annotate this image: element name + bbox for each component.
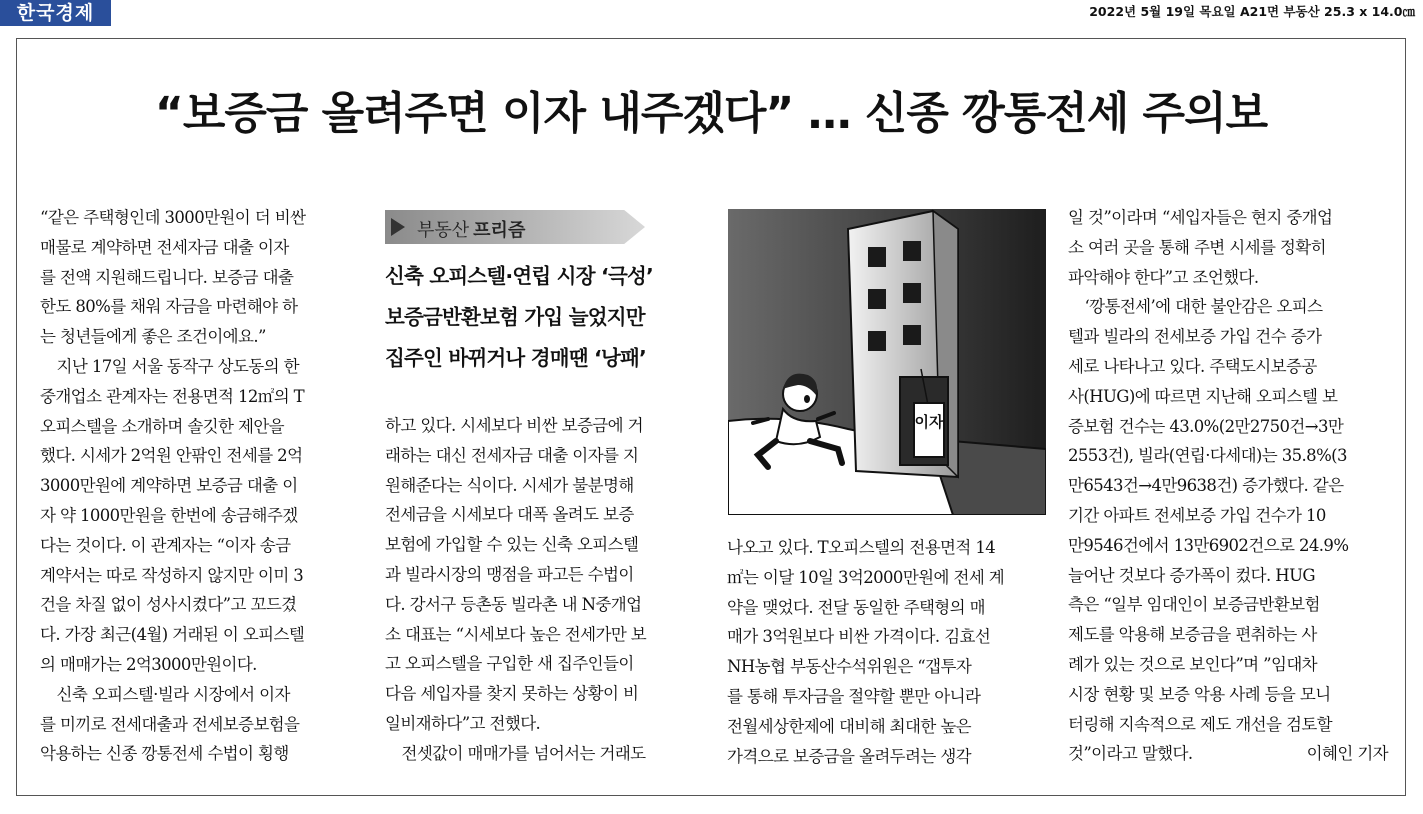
paragraph: “같은 주택형인데 3000만원이 더 비싼 매물로 계약하면 전세자금 대출 이자 를 전액 지원해드립니다. 보증금 대출 한도 80%를 채워 자금을 마련해야 하 는 청년들에게 좋은 조건이에요.” xyxy=(40,208,306,347)
sign-text: 이자 xyxy=(914,413,944,431)
section-name: 프리즘 xyxy=(473,220,526,241)
subheadline-line: 신축 오피스텔·연립 시장 ‘극성’ xyxy=(385,264,654,288)
byline: 이혜인 기자 xyxy=(1306,744,1388,764)
article-column-2 xyxy=(385,411,700,769)
building-and-man-drawing xyxy=(728,209,1046,515)
cartoon-illustration xyxy=(728,209,1046,515)
paragraph: 전셋값이 매매가를 넘어서는 거래도 xyxy=(401,743,646,763)
subheadline-line: 집주인 바뀌거나 경매땐 ‘낭패’ xyxy=(385,346,647,370)
paragraph: 신축 오피스텔·빌라 시장에서 이자 를 미끼로 전세대출과 전세보증보험을 악용하는 신종 깡통전세 수법이 횡행 xyxy=(40,684,300,764)
article-column-1 xyxy=(40,203,360,769)
paragraph: 나오고 있다. T오피스텔의 전용면적 14 ㎡는 이달 10일 3억2000만원에 전세 계 약을 맺었다. 전달 동일한 주택형의 매 매가 3억원보다 비싼 가격이다. 김효선 NH농협 부동산수석위원은 “갭투자 를 통해 투자금을 절약할 뿐만 아니라 전월세상한제에 대비해 최대한 높은 가격으로 보증금을 올려두려는 생각 xyxy=(727,538,1005,766)
publication-info: 2022년 5월 19일 목요일 A21면 부동산 25.3 x 14.0㎝ xyxy=(1089,4,1415,19)
closing-line xyxy=(1068,739,1388,769)
subheadline-line: 보증금반환보험 가입 늘었지만 xyxy=(385,305,645,329)
paragraph: ‘깡통전세’에 대한 불안감은 오피스 텔과 빌라의 전세보증 가입 건수 증가 세로 나타나고 있다. 주택도시보증공 사(HUG)에 따르면 지난해 오피스텔 보 증보험 건수는 43.0%(2만2750건→3만 2553건), 빌라(연립·다세대)는 35.8%(3 만6543건→4만9638건) 증가했다. 같은 기간 아파트 전세보증 가입 건수가 10 만9546건에서 13만6902건으로 24.9% 늘어난 것보다 증가폭이 컸다. HUG 측은 “일부 임대인이 보증금반환보험 제도를 악용해 보증금을 편취하는 사 례가 있는 것으로 보인다”며 ”임대차 시장 현황 및 보증 악용 사례 등을 모니 터링해 지속적으로 제도 개선을 검토할 xyxy=(1068,297,1349,734)
paragraph: 하고 있다. 시세보다 비싼 보증금에 거 래하는 대신 전세자금 대출 이자를 지 원해준다는 식이다. 시세가 불분명해 전세금을 시세보다 대폭 올려도 보증 보험에 가입할 수 있는 신축 오피스텔 과 빌라시장의 맹점을 파고든 수법이 다. 강서구 등촌동 빌라촌 내 N중개업 소 대표는 “시세보다 높은 전세가만 보 고 오피스텔을 구입한 새 집주인들이 다음 세입자를 찾지 못하는 상황이 비 일비재하다”고 전했다. xyxy=(385,416,647,733)
closing-text: 것”이라고 말했다. xyxy=(1068,744,1193,764)
article-column-3 xyxy=(727,533,1047,771)
subheadline xyxy=(385,256,705,379)
paragraph: 일 것”이라며 “세입자들은 현지 중개업 소 여러 곳을 통해 주변 시세를 정확히 파악해야 한다”고 조언했다. xyxy=(1068,208,1333,287)
paragraph: 지난 17일 서울 동작구 상도동의 한 중개업소 관계자는 전용면적 12㎡의 T 오피스텔을 소개하며 솔깃한 제안을 했다. 시세가 2억원 안팎인 전세를 2억 3000만원에 계약하면 보증금 대출 이 자 약 1000만원을 한번에 송금해주겠 다는 것이다. 이 관계자는 “이자 송금 계약서는 따로 작성하지 않지만 이미 3 건을 차질 없이 성사시켰다”고 꼬드겼 다. 가장 최근(4월) 거래된 이 오피스텔 의 매매가는 2억3000만원이다. xyxy=(40,356,305,674)
arrow-icon xyxy=(391,218,405,236)
headline: “보증금 올려주면 이자 내주겠다” … 신종 깡통전세 주의보 xyxy=(154,88,1268,139)
section-label: 부동산 xyxy=(417,220,470,241)
section-tag xyxy=(385,210,680,244)
article-column-4 xyxy=(1068,203,1388,769)
newspaper-masthead: 한국경제 xyxy=(0,0,111,26)
